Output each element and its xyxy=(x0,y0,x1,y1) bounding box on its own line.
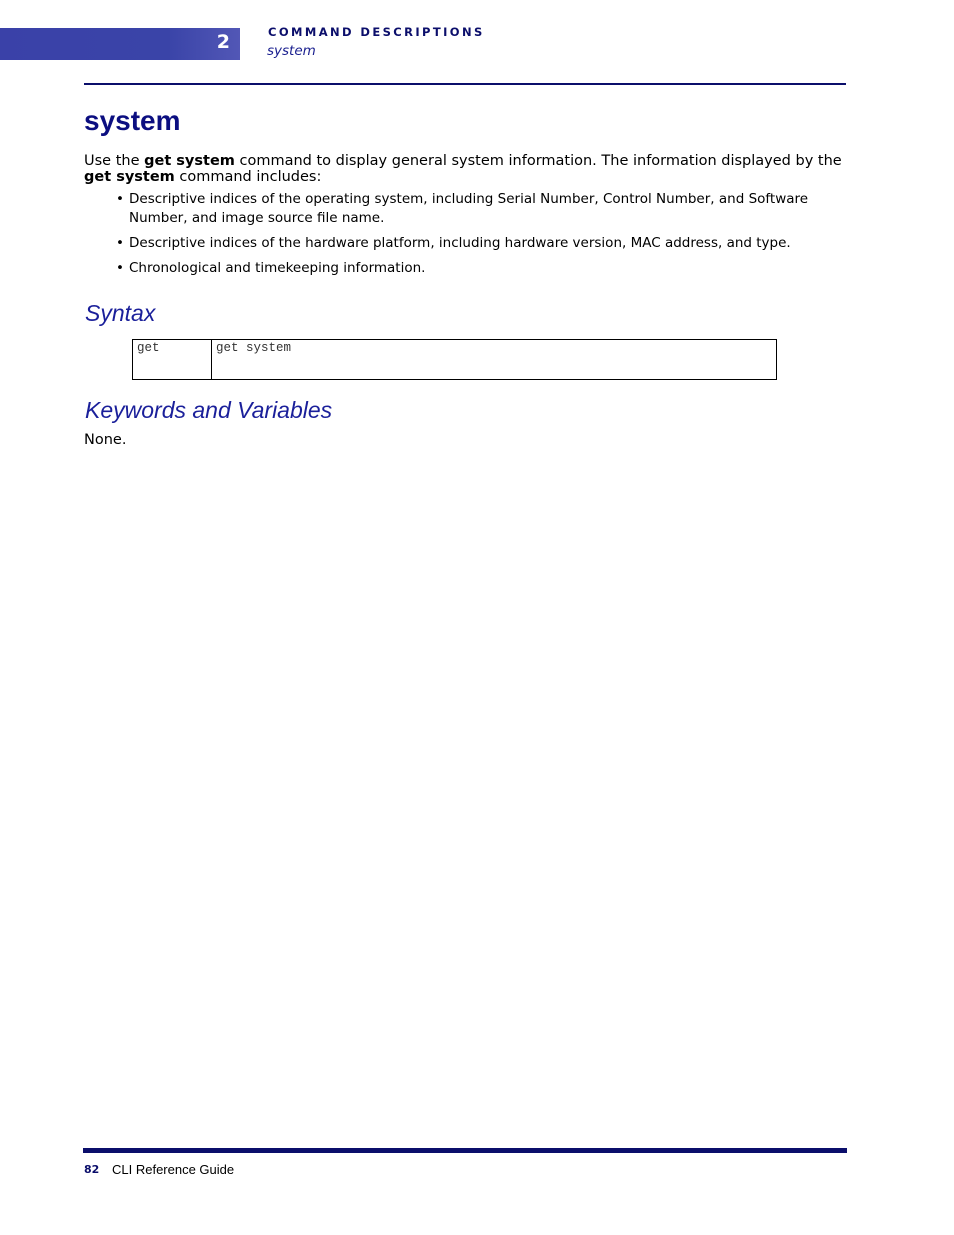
bullet-item xyxy=(116,259,844,278)
intro-paragraph xyxy=(84,153,844,185)
intro-text-2: command to display general system information. The information displayed by the xyxy=(234,153,842,169)
bullet-item xyxy=(116,234,844,253)
syntax-table xyxy=(132,339,777,380)
bullet-glyph: • xyxy=(116,235,124,251)
chapter-number: 2 xyxy=(216,31,230,53)
bullet-text: Descriptive indices of the operating system, including Serial Number, Control Number, and Software Number, and image source file name. xyxy=(129,191,809,226)
intro-text-3: command includes: xyxy=(174,169,322,185)
header-divider xyxy=(84,83,846,85)
chapter-tab xyxy=(0,28,240,60)
bullet-glyph: • xyxy=(116,260,124,276)
intro-command-2: get system xyxy=(84,169,175,185)
bullet-list xyxy=(116,190,844,284)
footer-guide-title: CLI Reference Guide xyxy=(112,1162,235,1177)
bullet-text: Descriptive indices of the hardware platform, including hardware version, MAC address, and type. xyxy=(129,235,791,251)
bullet-item xyxy=(116,190,844,228)
bullet-text: Chronological and timekeeping information. xyxy=(129,260,426,276)
running-header-subsection: system xyxy=(267,43,316,59)
keywords-text: None. xyxy=(84,432,127,448)
syntax-command-cell: get xyxy=(133,340,212,380)
syntax-usage-cell: get system xyxy=(212,340,777,380)
page-title: system xyxy=(84,105,181,136)
footer-page-number: 82 xyxy=(84,1163,100,1176)
intro-command-1: get system xyxy=(144,153,235,169)
syntax-heading: Syntax xyxy=(85,300,156,326)
bullet-glyph: • xyxy=(116,191,124,207)
keywords-heading: Keywords and Variables xyxy=(85,397,333,423)
table-row xyxy=(133,340,777,380)
intro-text-1: Use the xyxy=(84,153,145,169)
running-header-section: COMMAND DESCRIPTIONS xyxy=(268,25,485,39)
footer-divider xyxy=(83,1148,847,1153)
